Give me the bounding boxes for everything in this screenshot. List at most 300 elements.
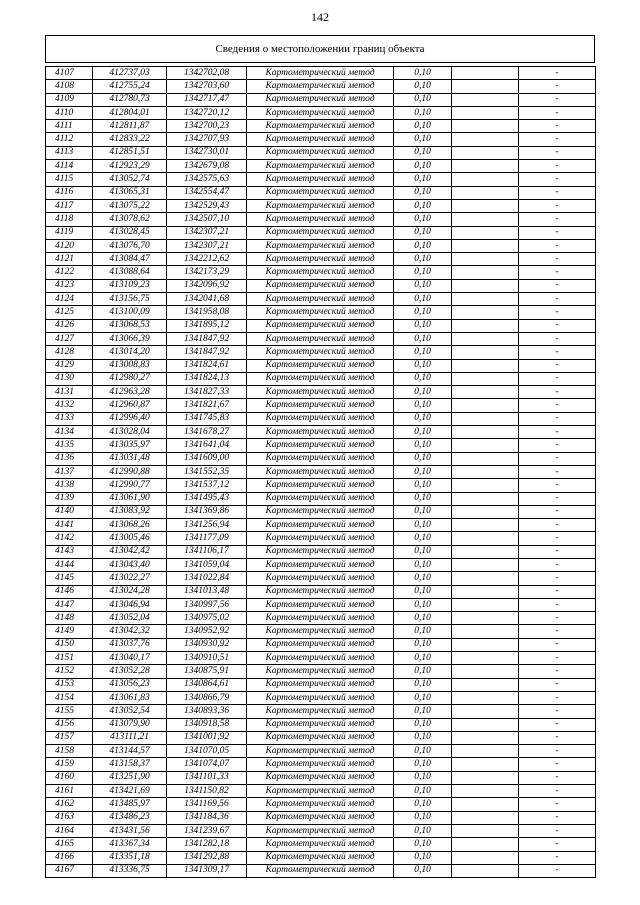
method-cell: Картометрический метод xyxy=(247,426,394,439)
accuracy-cell: 0,10 xyxy=(394,439,452,452)
note-cell: - xyxy=(519,864,596,877)
y-coordinate-cell: 1341537,12 xyxy=(167,479,247,492)
note-cell: - xyxy=(519,319,596,332)
method-cell: Картометрический метод xyxy=(247,545,394,558)
y-coordinate-cell: 1341609,00 xyxy=(167,452,247,465)
point-number-cell: 4114 xyxy=(46,160,93,173)
method-cell: Картометрический метод xyxy=(247,798,394,811)
method-cell: Картометрический метод xyxy=(247,306,394,319)
method-cell: Картометрический метод xyxy=(247,625,394,638)
table-row xyxy=(46,678,596,691)
note-cell: - xyxy=(519,785,596,798)
point-number-cell: 4130 xyxy=(46,372,93,385)
x-coordinate-cell: 413431,56 xyxy=(93,824,167,837)
table-row xyxy=(46,532,596,545)
method-cell: Картометрический метод xyxy=(247,173,394,186)
x-coordinate-cell: 413042,32 xyxy=(93,625,167,638)
accuracy-cell: 0,10 xyxy=(394,399,452,412)
description-cell xyxy=(452,106,519,119)
description-cell xyxy=(452,239,519,252)
x-coordinate-cell: 413066,39 xyxy=(93,332,167,345)
description-cell xyxy=(452,705,519,718)
method-cell: Картометрический метод xyxy=(247,572,394,585)
description-cell xyxy=(452,386,519,399)
point-number-cell: 4139 xyxy=(46,492,93,505)
description-cell xyxy=(452,691,519,704)
accuracy-cell: 0,10 xyxy=(394,771,452,784)
note-cell: - xyxy=(519,93,596,106)
accuracy-cell: 0,10 xyxy=(394,386,452,399)
description-cell xyxy=(452,319,519,332)
table-row xyxy=(46,505,596,518)
description-cell xyxy=(452,638,519,651)
accuracy-cell: 0,10 xyxy=(394,824,452,837)
x-coordinate-cell: 413485,97 xyxy=(93,798,167,811)
y-coordinate-cell: 1341821,67 xyxy=(167,399,247,412)
note-cell: - xyxy=(519,146,596,159)
note-cell: - xyxy=(519,279,596,292)
method-cell: Картометрический метод xyxy=(247,160,394,173)
table-row xyxy=(46,186,596,199)
method-cell: Картометрический метод xyxy=(247,678,394,691)
point-number-cell: 4119 xyxy=(46,226,93,239)
note-cell: - xyxy=(519,691,596,704)
method-cell: Картометрический метод xyxy=(247,199,394,212)
x-coordinate-cell: 413014,20 xyxy=(93,346,167,359)
accuracy-cell: 0,10 xyxy=(394,598,452,611)
y-coordinate-cell: 1342307,21 xyxy=(167,239,247,252)
point-number-cell: 4166 xyxy=(46,851,93,864)
x-coordinate-cell: 413042,42 xyxy=(93,545,167,558)
table-row xyxy=(46,133,596,146)
method-cell: Картометрический метод xyxy=(247,638,394,651)
x-coordinate-cell: 413078,62 xyxy=(93,213,167,226)
table-row xyxy=(46,399,596,412)
y-coordinate-cell: 1342717,47 xyxy=(167,93,247,106)
table-row xyxy=(46,266,596,279)
note-cell: - xyxy=(519,572,596,585)
y-coordinate-cell: 1340975,02 xyxy=(167,612,247,625)
method-cell: Картометрический метод xyxy=(247,758,394,771)
description-cell xyxy=(452,545,519,558)
accuracy-cell: 0,10 xyxy=(394,678,452,691)
accuracy-cell: 0,10 xyxy=(394,798,452,811)
note-cell: - xyxy=(519,558,596,571)
table-row xyxy=(46,758,596,771)
point-number-cell: 4122 xyxy=(46,266,93,279)
point-number-cell: 4128 xyxy=(46,346,93,359)
y-coordinate-cell: 1341177,09 xyxy=(167,532,247,545)
accuracy-cell: 0,10 xyxy=(394,160,452,173)
description-cell xyxy=(452,452,519,465)
note-cell: - xyxy=(519,731,596,744)
method-cell: Картометрический метод xyxy=(247,479,394,492)
method-cell: Картометрический метод xyxy=(247,718,394,731)
note-cell: - xyxy=(519,332,596,345)
method-cell: Картометрический метод xyxy=(247,213,394,226)
y-coordinate-cell: 1341184,36 xyxy=(167,811,247,824)
description-cell xyxy=(452,80,519,93)
x-coordinate-cell: 413075,22 xyxy=(93,199,167,212)
accuracy-cell: 0,10 xyxy=(394,93,452,106)
y-coordinate-cell: 1340893,36 xyxy=(167,705,247,718)
y-coordinate-cell: 1341895,12 xyxy=(167,319,247,332)
x-coordinate-cell: 413056,23 xyxy=(93,678,167,691)
y-coordinate-cell: 1342575,63 xyxy=(167,173,247,186)
y-coordinate-cell: 1340952,92 xyxy=(167,625,247,638)
y-coordinate-cell: 1340930,92 xyxy=(167,638,247,651)
x-coordinate-cell: 413024,28 xyxy=(93,585,167,598)
y-coordinate-cell: 1341369,86 xyxy=(167,505,247,518)
method-cell: Картометрический метод xyxy=(247,745,394,758)
table-row xyxy=(46,785,596,798)
y-coordinate-cell: 1341070,05 xyxy=(167,745,247,758)
accuracy-cell: 0,10 xyxy=(394,785,452,798)
table-row xyxy=(46,665,596,678)
method-cell: Картометрический метод xyxy=(247,492,394,505)
method-cell: Картометрический метод xyxy=(247,519,394,532)
method-cell: Картометрический метод xyxy=(247,705,394,718)
table-row xyxy=(46,718,596,731)
method-cell: Картометрический метод xyxy=(247,266,394,279)
method-cell: Картометрический метод xyxy=(247,612,394,625)
point-number-cell: 4161 xyxy=(46,785,93,798)
accuracy-cell: 0,10 xyxy=(394,146,452,159)
note-cell: - xyxy=(519,465,596,478)
method-cell: Картометрический метод xyxy=(247,665,394,678)
table-row xyxy=(46,811,596,824)
y-coordinate-cell: 1341641,04 xyxy=(167,439,247,452)
x-coordinate-cell: 413031,48 xyxy=(93,452,167,465)
description-cell xyxy=(452,864,519,877)
description-cell xyxy=(452,785,519,798)
x-coordinate-cell: 413022,27 xyxy=(93,572,167,585)
y-coordinate-cell: 1340864,61 xyxy=(167,678,247,691)
note-cell: - xyxy=(519,505,596,518)
x-coordinate-cell: 413028,45 xyxy=(93,226,167,239)
description-cell xyxy=(452,824,519,837)
point-number-cell: 4167 xyxy=(46,864,93,877)
description-cell xyxy=(452,359,519,372)
y-coordinate-cell: 1342702,08 xyxy=(167,67,247,80)
accuracy-cell: 0,10 xyxy=(394,426,452,439)
y-coordinate-cell: 1340918,58 xyxy=(167,718,247,731)
x-coordinate-cell: 412811,87 xyxy=(93,120,167,133)
note-cell: - xyxy=(519,479,596,492)
table-row xyxy=(46,160,596,173)
note-cell: - xyxy=(519,545,596,558)
note-cell: - xyxy=(519,213,596,226)
note-cell: - xyxy=(519,199,596,212)
table-row xyxy=(46,824,596,837)
point-number-cell: 4126 xyxy=(46,319,93,332)
point-number-cell: 4120 xyxy=(46,239,93,252)
table-row xyxy=(46,479,596,492)
note-cell: - xyxy=(519,293,596,306)
note-cell: - xyxy=(519,133,596,146)
note-cell: - xyxy=(519,439,596,452)
table-row xyxy=(46,798,596,811)
note-cell: - xyxy=(519,705,596,718)
point-number-cell: 4154 xyxy=(46,691,93,704)
description-cell xyxy=(452,133,519,146)
accuracy-cell: 0,10 xyxy=(394,412,452,425)
y-coordinate-cell: 1341552,35 xyxy=(167,465,247,478)
method-cell: Картометрический метод xyxy=(247,691,394,704)
x-coordinate-cell: 413144,57 xyxy=(93,745,167,758)
method-cell: Картометрический метод xyxy=(247,106,394,119)
point-number-cell: 4144 xyxy=(46,558,93,571)
point-number-cell: 4127 xyxy=(46,332,93,345)
y-coordinate-cell: 1342730,01 xyxy=(167,146,247,159)
point-number-cell: 4113 xyxy=(46,146,93,159)
method-cell: Картометрический метод xyxy=(247,226,394,239)
accuracy-cell: 0,10 xyxy=(394,226,452,239)
point-number-cell: 4148 xyxy=(46,612,93,625)
accuracy-cell: 0,10 xyxy=(394,239,452,252)
accuracy-cell: 0,10 xyxy=(394,572,452,585)
x-coordinate-cell: 413037,76 xyxy=(93,638,167,651)
x-coordinate-cell: 412963,28 xyxy=(93,386,167,399)
accuracy-cell: 0,10 xyxy=(394,545,452,558)
x-coordinate-cell: 413028,04 xyxy=(93,426,167,439)
table-row xyxy=(46,638,596,651)
description-cell xyxy=(452,851,519,864)
accuracy-cell: 0,10 xyxy=(394,519,452,532)
x-coordinate-cell: 412990,77 xyxy=(93,479,167,492)
note-cell: - xyxy=(519,412,596,425)
method-cell: Картометрический метод xyxy=(247,146,394,159)
accuracy-cell: 0,10 xyxy=(394,186,452,199)
method-cell: Картометрический метод xyxy=(247,399,394,412)
accuracy-cell: 0,10 xyxy=(394,465,452,478)
accuracy-cell: 0,10 xyxy=(394,558,452,571)
x-coordinate-cell: 413351,18 xyxy=(93,851,167,864)
description-cell xyxy=(452,652,519,665)
table-row xyxy=(46,572,596,585)
x-coordinate-cell: 413158,37 xyxy=(93,758,167,771)
x-coordinate-cell: 413109,23 xyxy=(93,279,167,292)
point-number-cell: 4109 xyxy=(46,93,93,106)
x-coordinate-cell: 413486,23 xyxy=(93,811,167,824)
y-coordinate-cell: 1340866,79 xyxy=(167,691,247,704)
description-cell xyxy=(452,479,519,492)
point-number-cell: 4142 xyxy=(46,532,93,545)
y-coordinate-cell: 1342307,21 xyxy=(167,226,247,239)
y-coordinate-cell: 1342554,47 xyxy=(167,186,247,199)
description-cell xyxy=(452,266,519,279)
description-cell xyxy=(452,838,519,851)
x-coordinate-cell: 413068,26 xyxy=(93,519,167,532)
y-coordinate-cell: 1341256,94 xyxy=(167,519,247,532)
accuracy-cell: 0,10 xyxy=(394,758,452,771)
accuracy-cell: 0,10 xyxy=(394,612,452,625)
method-cell: Картометрический метод xyxy=(247,811,394,824)
method-cell: Картометрический метод xyxy=(247,359,394,372)
note-cell: - xyxy=(519,359,596,372)
point-number-cell: 4150 xyxy=(46,638,93,651)
table-row xyxy=(46,412,596,425)
description-cell xyxy=(452,67,519,80)
point-number-cell: 4118 xyxy=(46,213,93,226)
x-coordinate-cell: 413083,92 xyxy=(93,505,167,518)
note-cell: - xyxy=(519,718,596,731)
x-coordinate-cell: 413156,75 xyxy=(93,293,167,306)
point-number-cell: 4162 xyxy=(46,798,93,811)
x-coordinate-cell: 413100,09 xyxy=(93,306,167,319)
accuracy-cell: 0,10 xyxy=(394,718,452,731)
method-cell: Картометрический метод xyxy=(247,558,394,571)
table-row xyxy=(46,652,596,665)
x-coordinate-cell: 413251,90 xyxy=(93,771,167,784)
y-coordinate-cell: 1341239,67 xyxy=(167,824,247,837)
table-row xyxy=(46,452,596,465)
x-coordinate-cell: 412960,87 xyxy=(93,399,167,412)
point-number-cell: 4131 xyxy=(46,386,93,399)
accuracy-cell: 0,10 xyxy=(394,253,452,266)
note-cell: - xyxy=(519,80,596,93)
x-coordinate-cell: 412996,40 xyxy=(93,412,167,425)
note-cell: - xyxy=(519,346,596,359)
table-body xyxy=(46,67,596,878)
description-cell xyxy=(452,279,519,292)
accuracy-cell: 0,10 xyxy=(394,306,452,319)
table-row xyxy=(46,93,596,106)
point-number-cell: 4117 xyxy=(46,199,93,212)
table-row xyxy=(46,226,596,239)
table-row xyxy=(46,465,596,478)
accuracy-cell: 0,10 xyxy=(394,133,452,146)
coordinates-table xyxy=(45,66,596,878)
description-cell xyxy=(452,253,519,266)
description-cell xyxy=(452,426,519,439)
y-coordinate-cell: 1341101,33 xyxy=(167,771,247,784)
description-cell xyxy=(452,346,519,359)
method-cell: Картометрический метод xyxy=(247,598,394,611)
point-number-cell: 4158 xyxy=(46,745,93,758)
method-cell: Картометрический метод xyxy=(247,93,394,106)
note-cell: - xyxy=(519,266,596,279)
method-cell: Картометрический метод xyxy=(247,731,394,744)
y-coordinate-cell: 1341292,88 xyxy=(167,851,247,864)
accuracy-cell: 0,10 xyxy=(394,705,452,718)
table-row xyxy=(46,359,596,372)
y-coordinate-cell: 1341847,92 xyxy=(167,332,247,345)
point-number-cell: 4108 xyxy=(46,80,93,93)
description-cell xyxy=(452,665,519,678)
note-cell: - xyxy=(519,824,596,837)
table-row xyxy=(46,426,596,439)
table-row xyxy=(46,239,596,252)
x-coordinate-cell: 413084,47 xyxy=(93,253,167,266)
x-coordinate-cell: 413068,53 xyxy=(93,319,167,332)
method-cell: Картометрический метод xyxy=(247,253,394,266)
note-cell: - xyxy=(519,239,596,252)
x-coordinate-cell: 413052,04 xyxy=(93,612,167,625)
table-row xyxy=(46,851,596,864)
table-row xyxy=(46,598,596,611)
table-row xyxy=(46,731,596,744)
note-cell: - xyxy=(519,386,596,399)
description-cell xyxy=(452,439,519,452)
description-cell xyxy=(452,519,519,532)
accuracy-cell: 0,10 xyxy=(394,811,452,824)
point-number-cell: 4140 xyxy=(46,505,93,518)
point-number-cell: 4125 xyxy=(46,306,93,319)
accuracy-cell: 0,10 xyxy=(394,452,452,465)
table-row xyxy=(46,146,596,159)
x-coordinate-cell: 413421,69 xyxy=(93,785,167,798)
description-cell xyxy=(452,199,519,212)
method-cell: Картометрический метод xyxy=(247,332,394,345)
accuracy-cell: 0,10 xyxy=(394,691,452,704)
method-cell: Картометрический метод xyxy=(247,785,394,798)
table-row xyxy=(46,864,596,877)
x-coordinate-cell: 413065,31 xyxy=(93,186,167,199)
table-row xyxy=(46,492,596,505)
accuracy-cell: 0,10 xyxy=(394,80,452,93)
y-coordinate-cell: 1341282,18 xyxy=(167,838,247,851)
method-cell: Картометрический метод xyxy=(247,346,394,359)
point-number-cell: 4111 xyxy=(46,120,93,133)
point-number-cell: 4151 xyxy=(46,652,93,665)
page-number: 142 xyxy=(311,10,329,24)
y-coordinate-cell: 1340997,56 xyxy=(167,598,247,611)
description-cell xyxy=(452,93,519,106)
point-number-cell: 4143 xyxy=(46,545,93,558)
x-coordinate-cell: 413035,97 xyxy=(93,439,167,452)
x-coordinate-cell: 413336,75 xyxy=(93,864,167,877)
method-cell: Картометрический метод xyxy=(247,465,394,478)
point-number-cell: 4133 xyxy=(46,412,93,425)
point-number-cell: 4163 xyxy=(46,811,93,824)
x-coordinate-cell: 412923,29 xyxy=(93,160,167,173)
description-cell xyxy=(452,718,519,731)
x-coordinate-cell: 413367,34 xyxy=(93,838,167,851)
description-cell xyxy=(452,465,519,478)
note-cell: - xyxy=(519,625,596,638)
point-number-cell: 4138 xyxy=(46,479,93,492)
accuracy-cell: 0,10 xyxy=(394,173,452,186)
accuracy-cell: 0,10 xyxy=(394,585,452,598)
description-cell xyxy=(452,598,519,611)
note-cell: - xyxy=(519,745,596,758)
accuracy-cell: 0,10 xyxy=(394,332,452,345)
note-cell: - xyxy=(519,452,596,465)
x-coordinate-cell: 413040,17 xyxy=(93,652,167,665)
accuracy-cell: 0,10 xyxy=(394,745,452,758)
description-cell xyxy=(452,372,519,385)
table-row xyxy=(46,745,596,758)
point-number-cell: 4147 xyxy=(46,598,93,611)
point-number-cell: 4132 xyxy=(46,399,93,412)
note-cell: - xyxy=(519,306,596,319)
x-coordinate-cell: 412851,51 xyxy=(93,146,167,159)
table-row xyxy=(46,319,596,332)
y-coordinate-cell: 1341001,92 xyxy=(167,731,247,744)
point-number-cell: 4145 xyxy=(46,572,93,585)
y-coordinate-cell: 1341495,43 xyxy=(167,492,247,505)
method-cell: Картометрический метод xyxy=(247,771,394,784)
table-row xyxy=(46,306,596,319)
x-coordinate-cell: 412780,73 xyxy=(93,93,167,106)
description-cell xyxy=(452,625,519,638)
table-row xyxy=(46,120,596,133)
table-row xyxy=(46,691,596,704)
point-number-cell: 4153 xyxy=(46,678,93,691)
accuracy-cell: 0,10 xyxy=(394,372,452,385)
point-number-cell: 4136 xyxy=(46,452,93,465)
